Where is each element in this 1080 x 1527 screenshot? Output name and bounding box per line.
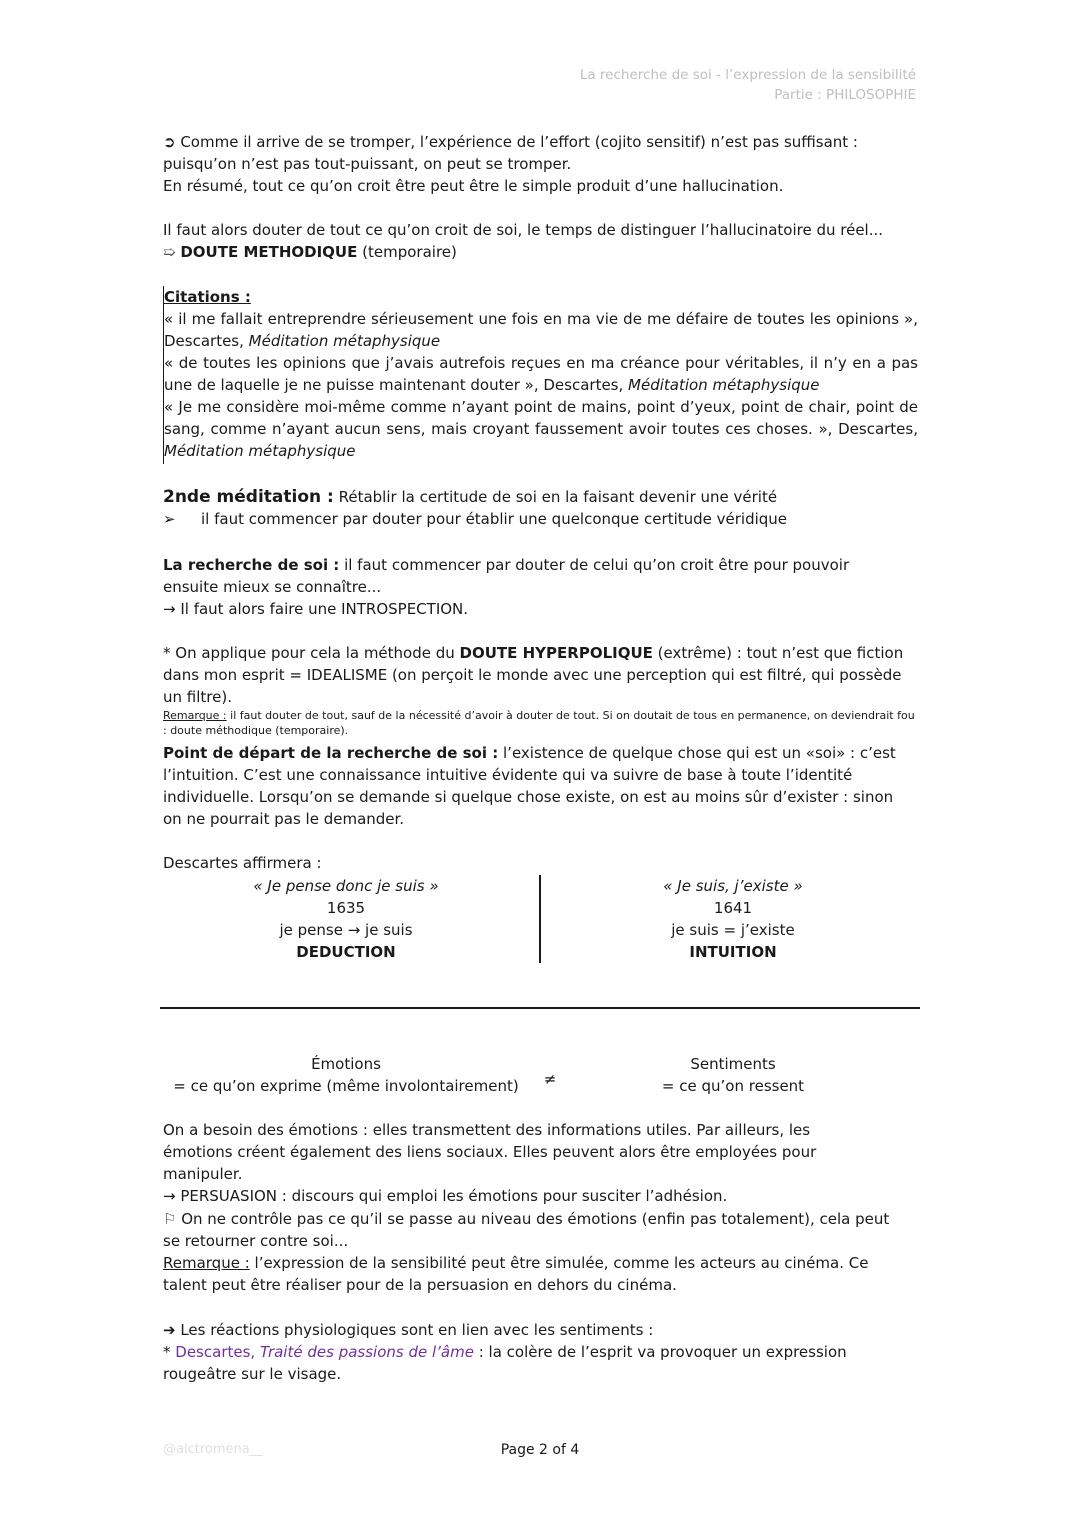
descartes-intro: Descartes affirmera : xyxy=(163,854,322,872)
right-year: 1641 xyxy=(713,899,753,917)
left-formula: je pense → je suis xyxy=(279,921,413,939)
intro-paragraph xyxy=(163,131,917,197)
left-type: DEDUCTION xyxy=(296,943,396,961)
physio-rest: : la colère de l’esprit va provoquer un expression rougeâtre sur le visage. xyxy=(163,1343,847,1383)
physio-star: * xyxy=(163,1343,176,1361)
column-divider xyxy=(539,875,541,963)
citation-1 xyxy=(164,308,918,352)
controle-section xyxy=(163,1208,903,1296)
intro-line-3: En résumé, tout ce qu’on croit être peut être le simple produit d’une hallucination. xyxy=(163,177,784,195)
citation-1-work: Méditation métaphysique xyxy=(248,332,441,350)
besoin-persuasion: → PERSUASION : discours qui emploi les émotions pour susciter l’adhésion. xyxy=(163,1187,728,1205)
right-type: INTUITION xyxy=(689,943,777,961)
citation-2 xyxy=(164,352,918,396)
left-year: 1635 xyxy=(326,899,366,917)
left-quote: « Je pense donc je suis » xyxy=(253,877,439,895)
recherche-text: il faut commencer par douter de celui qu’on croit être pour pouvoir ensuite mieux se connaître... xyxy=(163,556,850,596)
flag-icon: ⚐ xyxy=(163,1210,177,1228)
sentiments-definition: = ce qu’on ressent xyxy=(661,1077,805,1095)
meditation-2-bullet-text: il faut commencer par douter pour établir une quelconque certitude véridique xyxy=(201,510,788,528)
recherche-introspection: → Il faut alors faire une INTROSPECTION. xyxy=(163,600,469,618)
recherche-label: La recherche de soi : xyxy=(163,556,340,574)
besoin-section xyxy=(163,1119,883,1207)
depart-text: l’existence de quelque chose qui est un «soi» : c’est l’intuition. C’est une connaissance intuitive évidente qui va suivre de base à toute l’identité individuelle. Lorsqu’on se demande si quelque chose existe, on est au moins sûr d’exister : sinon on ne pourrait pas le demander. xyxy=(163,744,896,828)
hyper-pre: * On applique pour cela la méthode du xyxy=(163,644,460,662)
right-formula: je suis = j’existe xyxy=(671,921,795,939)
meditation-2-text: Rétablir la certitude de soi en la faisant devenir une vérité xyxy=(333,488,778,506)
meditation-2-section xyxy=(163,486,917,530)
doute-methodique-term: DOUTE METHODIQUE xyxy=(180,243,358,261)
emotions-title: Émotions xyxy=(311,1055,381,1073)
doute-line-1: Il faut alors douter de tout ce qu’on croit de soi, le temps de distinguer l’hallucinatoire du réel... xyxy=(163,221,884,239)
depart-label: Point de départ de la recherche de soi : xyxy=(163,744,499,762)
hyper-remark-label: Remarque : xyxy=(163,709,227,722)
curved-arrow-icon: ➯ xyxy=(163,243,176,261)
citation-2-text: « de toutes les opinions que j’avais autrefois reçues en ma créance pour véritables, il n’y en a pas une de laquelle je ne puisse maintenant douter », Descartes, xyxy=(164,354,918,394)
descartes-right-column xyxy=(578,875,888,963)
depart-section xyxy=(163,742,903,830)
header-title: La recherche de soi - l’expression de la sensibilité xyxy=(579,67,916,83)
not-equal-sign: ≠ xyxy=(543,1070,557,1088)
intro-line-2: puisqu’on n’est pas tout-puissant, on peut se tromper. xyxy=(163,155,572,173)
citations-box xyxy=(163,286,918,464)
doute-line-2 xyxy=(163,241,917,263)
physio-author: Descartes, xyxy=(175,1343,260,1361)
physio-section xyxy=(163,1319,917,1385)
hyper-remark-text: il faut douter de tout, sauf de la nécessité d’avoir à douter de tout. Si on doutait de tous en permanence, on deviendrait fou : doute méthodique (temporaire). xyxy=(163,709,915,737)
sentiments-column xyxy=(578,1053,888,1097)
citation-3 xyxy=(164,396,918,462)
descartes-left-column xyxy=(190,875,502,963)
page-number: Page 2 of 4 xyxy=(500,1442,580,1458)
physio-work: Traité des passions de l’âme xyxy=(259,1343,474,1361)
hyper-post: (extrême) : tout n’est que fiction dans mon esprit = IDEALISME (on perçoit le monde avec une perception qui est filtré, qui possède un filtre). xyxy=(163,644,904,706)
hyper-term: DOUTE HYPERPOLIQUE xyxy=(459,644,653,662)
recherche-paragraph xyxy=(163,554,893,598)
citation-1-text: « il me fallait entreprendre sérieusement une fois en ma vie de me défaire de toutes les opinions », Descartes, xyxy=(164,310,918,350)
controle-remark-text: l’expression de la sensibilité peut être simulée, comme les acteurs au cinéma. Ce talent peut être réaliser pour de la persuasion en dehors du cinéma. xyxy=(163,1254,869,1294)
emotions-column xyxy=(166,1053,526,1097)
meditation-2-title: 2nde méditation : xyxy=(163,487,334,507)
citations-title: Citations : xyxy=(164,288,251,306)
intro-line-1: ➲ Comme il arrive de se tromper, l’expérience de l’effort (cojito sensitif) n’est pas suffisant : xyxy=(163,133,858,151)
meditation-2-line xyxy=(163,486,917,508)
besoin-text: On a besoin des émotions : elles transmettent des informations utiles. Par ailleurs, les émotions créent également des liens sociaux. Elles peuvent alors être employées pour manipuler. xyxy=(163,1121,817,1183)
section-separator xyxy=(160,1007,920,1009)
hyperbolique-section xyxy=(163,642,917,738)
controle-paragraph xyxy=(163,1208,903,1252)
right-quote: « Je suis, j’existe » xyxy=(663,877,803,895)
physio-line: ➔ Les réactions physiologiques sont en lien avec les sentiments : xyxy=(163,1321,654,1339)
citation-2-work: Méditation métaphysique xyxy=(628,376,820,394)
watermark: @alctromena__ xyxy=(163,1442,263,1457)
controle-remark xyxy=(163,1252,903,1296)
arrowhead-bullet-icon: ➢ xyxy=(163,510,176,528)
doute-temporaire: (temporaire) xyxy=(357,243,457,261)
citation-3-text: « Je me considère moi-même comme n’ayant point de mains, point d’yeux, point de chair, point de sang, comme n’ayant aucun sens, mais croyant faussement avoir toutes ces choses. », Descartes, xyxy=(164,398,918,438)
controle-text: On ne contrôle pas ce qu’il se passe au niveau des émotions (enfin pas totalement), cela peut se retourner contre soi... xyxy=(163,1210,890,1250)
physio-example xyxy=(163,1341,917,1385)
meditation-2-bullet xyxy=(163,508,917,530)
sentiments-title: Sentiments xyxy=(690,1055,776,1073)
recherche-section xyxy=(163,554,893,620)
depart-paragraph xyxy=(163,742,903,830)
hyper-remark xyxy=(163,708,917,738)
controle-remark-label: Remarque : xyxy=(163,1254,250,1272)
hyperbolique-paragraph xyxy=(163,642,917,708)
citation-3-work: Méditation métaphysique xyxy=(164,442,356,460)
doute-paragraph xyxy=(163,219,917,263)
emotions-definition: = ce qu’on exprime (même involontairement) xyxy=(173,1077,519,1095)
header-partie: Partie : PHILOSOPHIE xyxy=(774,87,916,103)
